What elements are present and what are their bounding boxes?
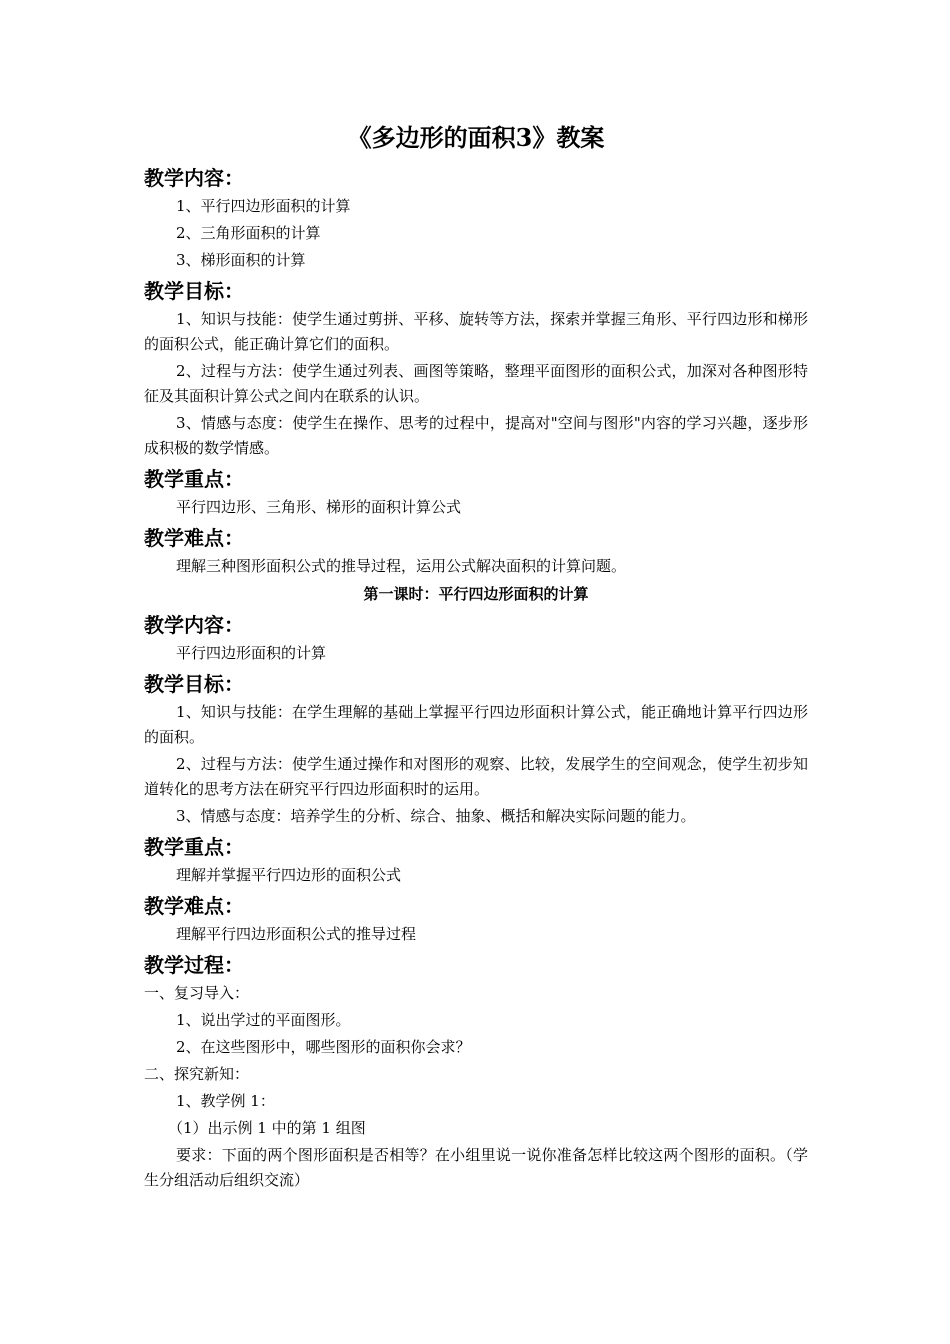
explore-requirement: 要求：下面的两个图形面积是否相等？在小组里说一说你准备怎样比较这两个图形的面积。（学生分组活动后组织交流） (144, 1146, 808, 1189)
lesson-goal-paragraph: 1、知识与技能：在学生理解的基础上掌握平行四边形面积计算公式，能正确地计算平行四边形的面积。 (144, 703, 808, 746)
teaching-process-heading: 教学过程： (144, 953, 244, 977)
lesson-title: 第一课时：平行四边形面积的计算 (363, 585, 589, 603)
section-heading-review: 一、复习导入： (144, 984, 250, 1002)
explore-item: 1、教学例 1： (176, 1092, 275, 1110)
teaching-key-heading: 教学重点： (144, 467, 244, 491)
section-heading-explore: 二、探究新知： (144, 1065, 250, 1083)
lesson-goal-paragraph: 3、情感与态度：培养学生的分析、综合、抽象、概括和解决实际问题的能力。 (176, 807, 696, 825)
teaching-key-text: 平行四边形、三角形、梯形的面积计算公式 (176, 498, 462, 516)
lesson-key-heading: 教学重点： (144, 835, 244, 859)
lesson-content-text: 平行四边形面积的计算 (176, 644, 327, 662)
explore-subitem: （1）出示例 1 中的第 1 组图 (168, 1119, 366, 1137)
document-title: 《多边形的面积3》教案 (347, 123, 605, 152)
content-item: 1、平行四边形面积的计算 (176, 197, 351, 215)
goal-paragraph: 2、过程与方法：使学生通过列表、画图等策略，整理平面图形的面积公式，加深对各种图形特征及其面积计算公式之间内在联系的认识。 (144, 362, 808, 405)
review-item: 1、说出学过的平面图形。 (176, 1011, 351, 1029)
lesson-goals-heading: 教学目标： (144, 672, 244, 696)
goal-paragraph: 1、知识与技能：使学生通过剪拼、平移、旋转等方法，探索并掌握三角形、平行四边形和梯形的面积公式，能正确计算它们的面积。 (144, 310, 808, 353)
teaching-difficulty-heading: 教学难点： (144, 526, 244, 550)
lesson-difficulty-heading: 教学难点： (144, 894, 244, 918)
lesson-key-text: 理解并掌握平行四边形的面积公式 (176, 866, 402, 884)
content-item: 3、梯形面积的计算 (176, 251, 306, 269)
teaching-difficulty-text: 理解三种图形面积公式的推导过程，运用公式解决面积的计算问题。 (176, 557, 627, 575)
document-page (144, 118, 808, 1195)
lesson-content-heading: 教学内容： (144, 613, 244, 637)
content-item: 2、三角形面积的计算 (176, 224, 321, 242)
lesson-goal-paragraph: 2、过程与方法：使学生通过操作和对图形的观察、比较，发展学生的空间观念，使学生初步知道转化的思考方法在研究平行四边形面积时的运用。 (144, 755, 808, 798)
lesson-difficulty-text: 理解平行四边形面积公式的推导过程 (176, 925, 417, 943)
review-item: 2、在这些图形中，哪些图形的面积你会求？ (176, 1038, 471, 1056)
teaching-content-heading: 教学内容： (144, 166, 244, 190)
goal-paragraph: 3、情感与态度：使学生在操作、思考的过程中，提高对"空间与图形"内容的学习兴趣，逐步形成积极的数学情感。 (144, 414, 808, 457)
teaching-goals-heading: 教学目标： (144, 279, 244, 303)
